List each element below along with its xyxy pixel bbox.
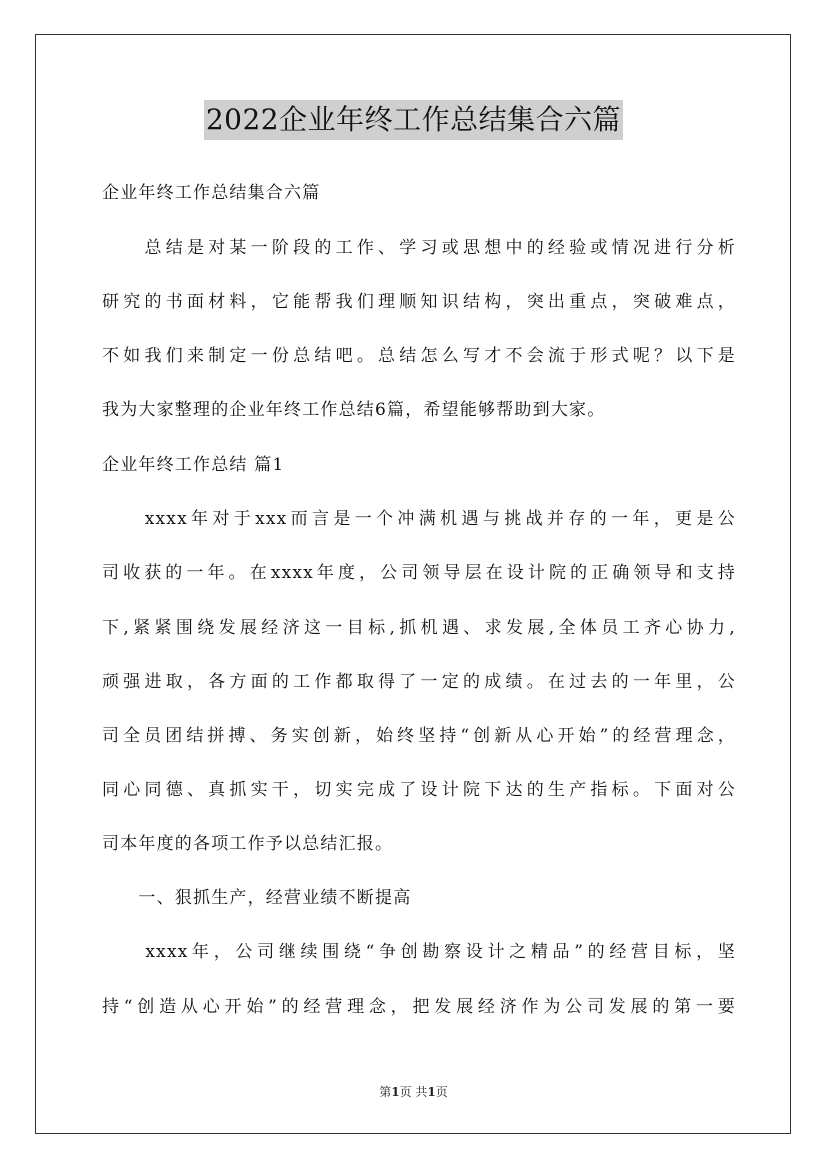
body-line: 我为大家整理的企业年终工作总结6篇，希望能够帮助到大家。 <box>102 400 606 420</box>
subtitle-line: 企业年终工作总结集合六篇 <box>102 183 321 203</box>
page-footer <box>0 1083 827 1100</box>
title-wrap <box>0 100 827 140</box>
body-line: 持“创造从心开始”的经营理念，把发展经济作为公司发展的第一要 <box>102 997 736 1017</box>
body-line: 顽强进取，各方面的工作都取得了一定的成绩。在过去的一年里，公 <box>102 672 736 692</box>
footer-page-total: 1 <box>427 1085 436 1099</box>
subsection-heading: 一、狠抓生产，经营业绩不断提高 <box>102 888 412 908</box>
body-line: 下,紧紧围绕发展经济这一目标,抓机遇、求发展,全体员工齐心协力, <box>102 618 736 638</box>
section-heading: 企业年终工作总结 篇1 <box>102 455 285 475</box>
body-line: 司本年度的各项工作予以总结汇报。 <box>102 834 394 854</box>
body-line: 同心同德、真抓实干，切实完成了设计院下达的生产指标。下面对公 <box>102 780 736 800</box>
body-line: 研究的书面材料，它能帮我们理顺知识结构，突出重点，突破难点， <box>102 292 736 312</box>
body-line: 司全员团结拼搏、务实创新，始终坚持“创新从心开始”的经营理念， <box>102 726 736 746</box>
footer-page-current: 1 <box>391 1085 400 1099</box>
body-line: 总结是对某一阶段的工作、学习或思想中的经验或情况进行分析 <box>102 238 736 258</box>
body-line: 司收获的一年。在xxxx年度，公司领导层在设计院的正确领导和支持 <box>102 563 736 583</box>
body-line: xxxx年，公司继续围绕“争创勘察设计之精品”的经营目标，坚 <box>102 942 736 962</box>
footer-mid: 页 共 <box>399 1085 428 1099</box>
body-line: 不如我们来制定一份总结吧。总结怎么写才不会流于形式呢？以下是 <box>102 346 736 366</box>
document-title: 2022企业年终工作总结集合六篇 <box>204 100 623 140</box>
body-line: xxxx年对于xxx而言是一个冲满机遇与挑战并存的一年，更是公 <box>102 509 736 529</box>
footer-prefix: 第 <box>379 1085 392 1099</box>
footer-suffix: 页 <box>435 1085 448 1099</box>
